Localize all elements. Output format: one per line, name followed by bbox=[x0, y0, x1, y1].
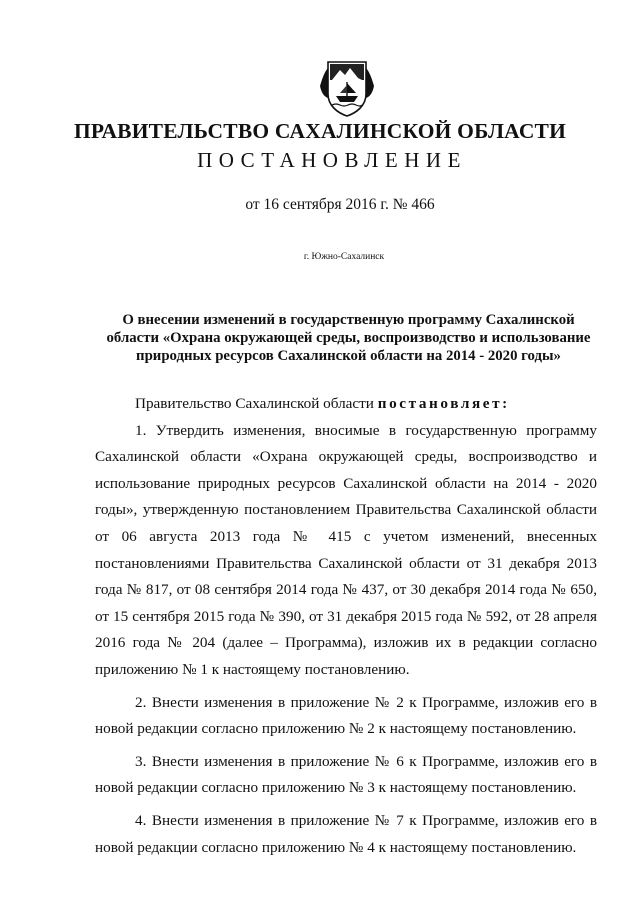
coat-of-arms-icon bbox=[318, 58, 376, 118]
document-city: г. Южно-Сахалинск bbox=[303, 252, 385, 262]
document-date-number: от 16 сентября 2016 г. № 466 bbox=[245, 196, 435, 213]
government-title: ПРАВИТЕЛЬСТВО САХАЛИНСКОЙ ОБЛАСТИ bbox=[73, 119, 567, 143]
document-subject: О внесении изменений в государственную программу Сахалинской области «Охрана окружающей среды, воспроизводство и использование природных ресурсов Сахалинской области на 2014 - 2020 годы» bbox=[106, 312, 591, 364]
paragraph-1: 1. Утвердить изменения, вносимые в государственную программу Сахалинской области «Охрана окружающей среды, воспроизводство и использование природных ресурсов Сахалинской области на 2014 - 2020 годы», утвержденную постановлением Правительства Сахалинской области от 06 августа 2013 года № 415 с учетом изменений, внесенных постановлениями Правительства Сахалинской области от 31 декабря 2013 года № 817, от 08 сентября 2014 года № 437, от 30 декабря 2014 года № 650, от 15 сентября 2015 года № 390, от 31 декабря 2015 года № 592, от 28 апреля 2016 года № 204 (далее – Программа), изложив их в редакции согласно приложению № 1 к настоящему постановлению. bbox=[95, 421, 597, 678]
lead-sentence bbox=[95, 391, 597, 418]
lead-verb: постановляет: bbox=[377, 395, 510, 412]
document-type: ПОСТАНОВЛЕНИЕ bbox=[197, 148, 467, 172]
paragraph-3: 3. Внести изменения в приложение № 6 к Программе, изложив его в новой редакции согласно приложению № 3 к настоящему постановлению. bbox=[95, 752, 597, 797]
lead-prefix: Правительство Сахалинской области bbox=[135, 395, 378, 412]
document-body bbox=[95, 391, 597, 861]
paragraph-2: 2. Внести изменения в приложение № 2 к Программе, изложив его в новой редакции согласно приложению № 2 к настоящему постановлению. bbox=[95, 693, 597, 738]
paragraph-4: 4. Внести изменения в приложение № 7 к Программе, изложив его в новой редакции согласно приложению № 4 к настоящему постановлению. bbox=[95, 811, 597, 856]
